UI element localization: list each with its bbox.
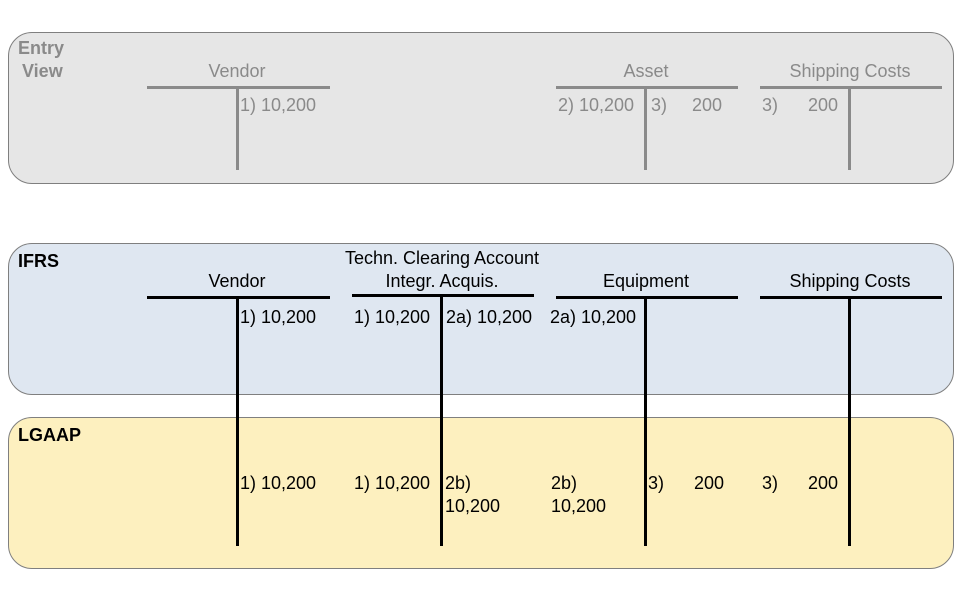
lgaap-clearing-credit-line1: 2b): [445, 473, 472, 493]
entry-view-label-line2: View: [22, 61, 63, 81]
entry-asset-top-line: [556, 86, 738, 89]
vendor-divider: [236, 296, 239, 546]
ifrs-shipping-top-line: [760, 296, 942, 299]
entry-vendor-title: Vendor: [208, 61, 266, 81]
lgaap-clearing-debit: 1) 10,200: [354, 473, 431, 493]
entry-shipping-debit: 3) 200: [762, 95, 839, 115]
ifrs-vendor-credit: 1) 10,200: [240, 307, 317, 327]
ifrs-clearing-credit: 2a) 10,200: [446, 307, 533, 327]
ifrs-clearing-top-line: [352, 294, 534, 297]
ifrs-equipment-debit: 2a) 10,200: [550, 307, 637, 327]
entry-asset-title: Asset: [623, 61, 669, 81]
entry-shipping-title: Shipping Costs: [789, 61, 911, 81]
lgaap-label: LGAAP: [18, 425, 81, 445]
entry-shipping-top-line: [760, 86, 942, 89]
lgaap-vendor-credit: 1) 10,200: [240, 473, 317, 493]
ifrs-clearing-title-line2: Integr. Acquis.: [385, 271, 499, 291]
lgaap-equipment-debit-line1: 2b): [551, 473, 578, 493]
equipment-divider: [644, 296, 647, 546]
entry-vendor-credit: 1) 10,200: [240, 95, 317, 115]
ifrs-equipment-title: Equipment: [602, 271, 690, 291]
ifrs-clearing-debit: 1) 10,200: [354, 307, 431, 327]
lgaap-shipping-debit: 3) 200: [762, 473, 839, 493]
lgaap-clearing-credit-line2: 10,200: [445, 496, 501, 516]
entry-shipping-divider: [848, 86, 851, 170]
clearing-divider: [440, 294, 443, 546]
ifrs-shipping-title: Shipping Costs: [789, 271, 911, 291]
ifrs-equipment-top-line: [556, 296, 738, 299]
entry-asset-divider: [644, 86, 647, 170]
entry-asset-debit: 2) 10,200: [558, 95, 635, 115]
lgaap-equipment-credit: 3) 200: [648, 473, 725, 493]
lgaap-equipment-debit-line2: 10,200: [551, 496, 607, 516]
entry-view-label-line1: Entry: [18, 38, 65, 58]
entry-asset-credit: 3) 200: [651, 95, 723, 115]
shipping-divider: [848, 296, 851, 546]
ifrs-label: IFRS: [18, 251, 60, 271]
ifrs-clearing-title-line1: Techn. Clearing Account: [344, 248, 540, 268]
entry-vendor-divider: [236, 86, 239, 170]
ifrs-vendor-title: Vendor: [208, 271, 266, 291]
